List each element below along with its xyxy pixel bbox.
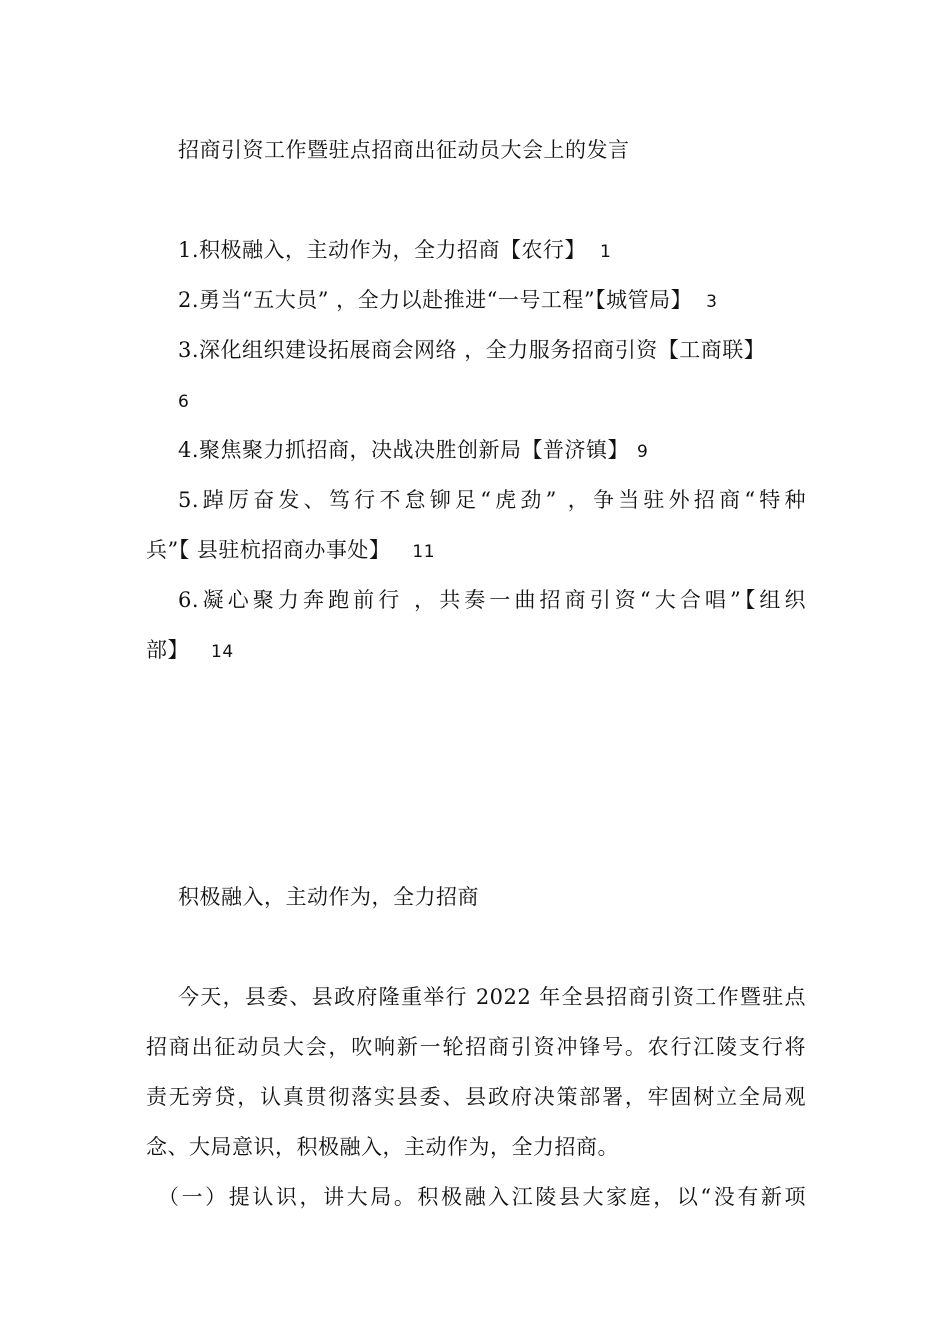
toc-entry-text-line1: 5.踔厉奋发、笃行不怠铆足“虎劲” ，争当驻外招商“特种 [178,488,806,512]
toc-entry-6-continued[interactable] [146,625,806,677]
paragraph-line: 责无旁贷，认真贯彻落实县委、县政府决策部署，牢固树立全局观 [146,1085,806,1109]
paragraph-line: 招商出征动员大会，吹响新一轮招商引资冲锋号。农行江陵支行将 [146,1035,806,1059]
toc-page-number: 6 [178,392,190,412]
toc-entry-text: 4.聚焦聚力抓招商，决战决胜创新局【普济镇】 [178,438,630,462]
paragraph-line: 念、大局意识，积极融入，主动作为，全力招商。 [146,1135,619,1159]
toc-entry-text-line2: 部】 [146,638,189,662]
paragraph-line: （一）提认识，讲大局。积极融入江陵县大家庭，以“没有新项 [158,1185,806,1209]
toc-entry-text: 2.勇当“五大员” ，全力以赴推进“一号工程”【城管局】 [178,288,693,312]
toc-entry-3[interactable] [178,325,806,375]
toc-page-number: 3 [706,292,718,312]
toc-entry-6[interactable] [178,575,806,625]
toc-entry-text-line2: 兵”【 县驻杭招商办事处】 [146,538,391,562]
paragraph-line: 今天，县委、县政府隆重举行 2022 年全县招商引资工作暨驻点 [178,985,806,1009]
toc-page-number: 11 [412,542,436,562]
section-heading: 积极融入，主动作为，全力招商 [178,885,479,909]
toc-entry-text: 1.积极融入，主动作为，全力招商【农行】 [178,238,587,262]
toc-entry-2[interactable] [178,275,806,327]
toc-entry-text: 3.深化组织建设拓展商会网络 ，全力服务招商引资【工商联】 [178,338,766,362]
toc-page-number: 9 [637,442,649,462]
toc-entry-3-page[interactable] [146,375,806,427]
document-title: 招商引资工作暨驻点招商出征动员大会上的发言 [178,138,630,162]
toc-entry-5-continued[interactable] [146,525,806,577]
toc-entry-5[interactable] [178,475,806,525]
toc-page-number: 1 [600,242,612,262]
toc-entry-text-line1: 6.凝心聚力奔跑前行 ，共奏一曲招商引资“大合唱”【组织 [178,588,806,612]
toc-page-number: 14 [211,642,234,662]
toc-entry-4[interactable] [178,425,806,477]
toc-entry-1[interactable] [178,225,806,277]
